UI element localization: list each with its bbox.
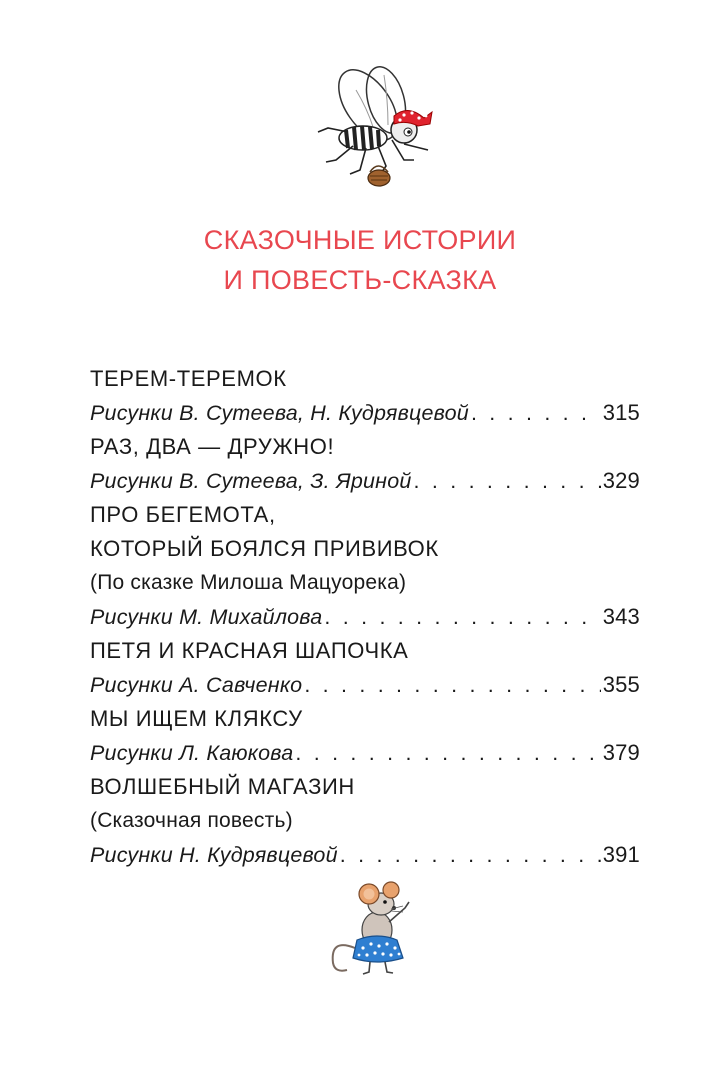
fly-illustration-icon [308, 60, 443, 195]
toc-entry-page-number: 329 [602, 468, 640, 493]
toc-entry-page-number: 391 [602, 842, 640, 867]
toc-entry-title: ПЕТЯ И КРАСНАЯ ШАПОЧКА [90, 638, 409, 663]
toc-entry-page-number: 379 [602, 740, 640, 765]
toc-entry-credit: Рисунки Н. Кудрявцевой [90, 843, 338, 867]
toc-entry-title: ТЕРЕМ-ТЕРЕМОК [90, 366, 287, 391]
toc-entry-credit-row [90, 736, 640, 770]
toc-entry-credit: Рисунки А. Савченко [90, 673, 303, 697]
dot-leader [340, 838, 601, 872]
toc-entry-credit-row [90, 464, 640, 498]
mouse-illustration-icon [325, 878, 420, 978]
section-heading-line-1: СКАЗОЧНЫЕ ИСТОРИИ [203, 225, 517, 255]
toc-entry-credit: Рисунки Л. Каюкова [90, 741, 294, 765]
toc-entry-page-number: 315 [602, 400, 640, 425]
dot-leader [295, 736, 600, 770]
toc-entry-subtitle: (Сказочная повесть) [90, 809, 293, 832]
toc-entry-credit: Рисунки В. Сутеева, З. Яриной [90, 469, 412, 493]
toc-entry-title: МЫ ИЩЕМ КЛЯКСУ [90, 706, 303, 731]
dot-leader [471, 396, 601, 430]
toc-entry-subtitle: (По сказке Милоша Мацуорека) [90, 571, 407, 594]
section-heading-line-2: И ПОВЕСТЬ-СКАЗКА [223, 265, 497, 295]
dot-leader [304, 668, 600, 702]
toc-entry-page-number: 355 [602, 672, 640, 697]
toc-entry-title: ВОЛШЕБНЫЙ МАГАЗИН [90, 774, 355, 799]
toc-entry-title: ПРО БЕГЕМОТА, [90, 502, 276, 527]
toc-entry-credit: Рисунки М. Михайлова [90, 605, 323, 629]
toc-entry-credit: Рисунки В. Сутеева, Н. Кудрявцевой [90, 401, 469, 425]
toc-entry-credit-row [90, 396, 640, 430]
toc-list [90, 362, 640, 872]
toc-entry-credit-row [90, 838, 640, 872]
toc-entry-credit-row [90, 668, 640, 702]
toc-entry-title-continued: КОТОРЫЙ БОЯЛСЯ ПРИВИВОК [90, 536, 439, 561]
section-heading [0, 220, 720, 300]
dot-leader [414, 464, 601, 498]
toc-entry-title: РАЗ, ДВА — ДРУЖНО! [90, 434, 335, 459]
toc-entry-page-number: 343 [602, 604, 640, 629]
toc-entry-credit-row [90, 600, 640, 634]
dot-leader [324, 600, 600, 634]
